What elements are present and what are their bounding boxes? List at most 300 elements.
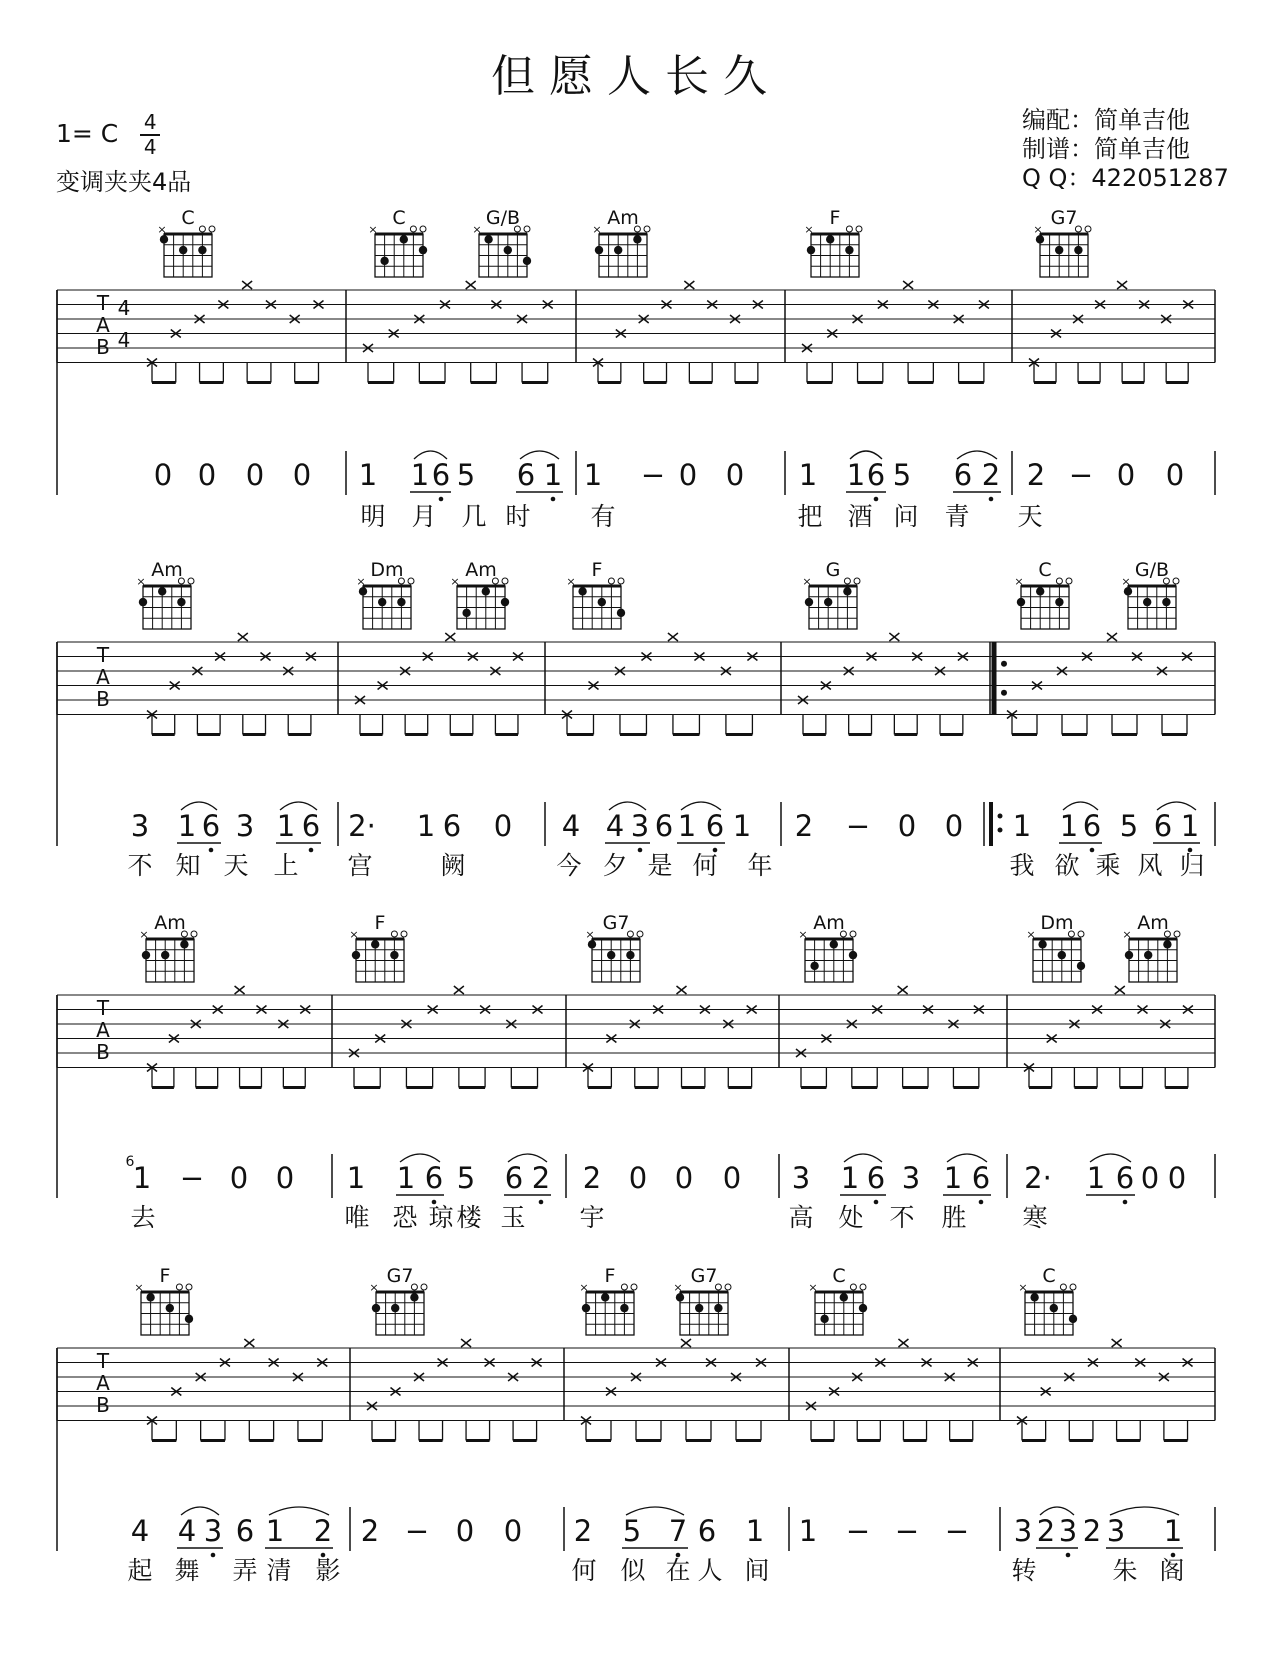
tab-time-top: 4 (117, 296, 131, 320)
muted-string: × (1018, 1281, 1028, 1294)
jianpu-note: 6 (697, 1514, 717, 1548)
open-string (618, 578, 624, 584)
jianpu-note: − (1068, 458, 1094, 492)
lyric-char: 在 (665, 1556, 691, 1585)
jianpu-note: 1 (265, 1514, 285, 1548)
lyric-char: 起 (127, 1556, 153, 1585)
open-string (856, 226, 862, 232)
jianpu-note: − (640, 458, 666, 492)
tab-note (454, 986, 464, 994)
finger-dot (840, 1293, 848, 1301)
jianpu-note: 5 (892, 458, 912, 492)
open-string (1060, 1284, 1066, 1290)
jianpu-note: 2 (531, 1161, 551, 1195)
jianpu-note: 2 (1036, 1514, 1056, 1548)
open-string (608, 578, 614, 584)
open-string (850, 1284, 856, 1290)
finger-dot (1069, 1315, 1077, 1323)
lyric-char: 胜 (941, 1203, 967, 1232)
open-string (421, 1284, 427, 1290)
chord-name: G7 (690, 1265, 718, 1287)
jianpu-note: 1 (1180, 809, 1200, 843)
lyric-char: 寒 (1022, 1203, 1048, 1232)
time-signature-bottom: 4 (143, 135, 157, 159)
jianpu-note: 3 (1058, 1514, 1078, 1548)
finger-dot (391, 1304, 399, 1312)
jianpu-note: 1 (732, 809, 752, 843)
tab-note (235, 986, 245, 994)
chord-diagram (1121, 559, 1179, 629)
open-string (410, 226, 416, 232)
finger-dot (139, 598, 147, 606)
jianpu-note: 6 (516, 458, 536, 492)
tab-clef (96, 1349, 110, 1417)
low-octave-dot (539, 1200, 544, 1205)
tab-letter: A (96, 1018, 110, 1042)
finger-dot (185, 1315, 193, 1323)
jianpu-note: 6 (201, 809, 221, 843)
tab-note (466, 281, 476, 289)
jianpu-note: − (845, 1514, 871, 1548)
chord-name: F (374, 912, 386, 934)
tab-note (903, 281, 913, 289)
tab-letter: A (96, 665, 110, 689)
finger-dot (578, 587, 586, 595)
open-string (176, 1284, 182, 1290)
finger-dot (161, 951, 169, 959)
finger-dot (1074, 246, 1082, 254)
tab-note (668, 633, 678, 641)
chord-name: C (832, 1265, 846, 1287)
grace-note: 6 (125, 1154, 135, 1170)
finger-dot (158, 587, 166, 595)
lyric-char: 唯 (344, 1203, 370, 1232)
tab-note (238, 633, 248, 641)
jianpu-note: 1 (396, 1161, 416, 1195)
lyric-char: 间 (744, 1556, 770, 1585)
chord-name: Dm (1040, 912, 1074, 934)
finger-dot (1124, 587, 1132, 595)
tab-note (684, 281, 694, 289)
jianpu-note: 0 (455, 1514, 475, 1548)
tab-note (889, 633, 899, 641)
chord-name: F (829, 207, 841, 229)
lyric-char: 弄 (232, 1556, 258, 1585)
chord-name: F (159, 1265, 171, 1287)
lyric-char: 归 (1179, 851, 1205, 880)
lyric-char: 把 (797, 502, 823, 531)
finger-dot (523, 257, 531, 265)
jianpu-note: − (845, 809, 871, 843)
lyric-char: 月 (411, 502, 437, 531)
jianpu-note: 1 (543, 458, 563, 492)
finger-dot (462, 609, 470, 617)
jianpu-note: 0 (944, 809, 964, 843)
jianpu-note: 0 (725, 458, 745, 492)
muted-string: × (566, 575, 576, 588)
jianpu-note: 0 (722, 1161, 742, 1195)
jianpu-note: 6 (654, 809, 674, 843)
lyric-char: 何 (571, 1556, 597, 1585)
tab-letter: T (96, 643, 110, 667)
chord-diagram (1014, 559, 1072, 629)
finger-dot (484, 235, 492, 243)
tab-letter: T (96, 1349, 110, 1373)
lyric-char: 清 (266, 1556, 292, 1585)
chord-diagram (356, 559, 414, 629)
jianpu-note: 1 (583, 458, 603, 492)
chord-diagram (804, 207, 862, 277)
tab-time-bottom: 4 (117, 328, 131, 352)
open-string (715, 1284, 721, 1290)
finger-dot (676, 1293, 684, 1301)
jianpu-note: 6 (953, 458, 973, 492)
open-string (391, 931, 397, 937)
finger-dot (1058, 951, 1066, 959)
chord-diagram (1122, 912, 1180, 982)
open-string (1066, 578, 1072, 584)
capo-note: 变调夹夹4品 (56, 168, 192, 196)
muted-string: × (1033, 223, 1043, 236)
open-string (860, 1284, 866, 1290)
jianpu-note: 1 (846, 458, 866, 492)
open-string (502, 578, 508, 584)
jianpu-note: 4 (605, 809, 625, 843)
jianpu-note: 1 (798, 1514, 818, 1548)
finger-dot (372, 1304, 380, 1312)
open-string (627, 931, 633, 937)
tab-letter: T (96, 996, 110, 1020)
lyric-char: 年 (747, 851, 773, 880)
finger-dot (588, 940, 596, 948)
finger-dot (843, 587, 851, 595)
lyric-char: 宫 (347, 851, 373, 880)
jianpu-note: 7 (668, 1514, 688, 1548)
finger-dot (482, 587, 490, 595)
finger-dot (177, 598, 185, 606)
chord-name: C (181, 207, 195, 229)
chord-diagram (157, 207, 215, 277)
lyric-char: 不 (889, 1203, 915, 1232)
chord-name: G/B (1134, 559, 1170, 581)
jianpu-note: 4 (561, 809, 581, 843)
lyric-char: 酒 (847, 502, 873, 531)
finger-dot (714, 1304, 722, 1312)
tab-note (445, 633, 455, 641)
finger-dot (807, 246, 815, 254)
open-string (1070, 1284, 1076, 1290)
finger-dot (849, 951, 857, 959)
chord-name: F (604, 1265, 616, 1287)
tab-note (1112, 1339, 1122, 1347)
open-string (844, 578, 850, 584)
finger-dot (179, 246, 187, 254)
finger-dot (504, 246, 512, 254)
muted-string: × (136, 575, 146, 588)
jianpu-note: 2· (1024, 1161, 1052, 1195)
muted-string: × (369, 1281, 379, 1294)
lyric-char: 似 (620, 1556, 646, 1585)
jianpu-note: 2· (348, 809, 376, 843)
muted-string: × (1014, 575, 1024, 588)
finger-dot (1050, 1304, 1058, 1312)
chord-diagram (1026, 912, 1085, 982)
lyric-char: 知 (175, 851, 201, 880)
jianpu-note: 1 (943, 1161, 963, 1195)
lyric-char: 天 (223, 851, 249, 880)
jianpu-note: 2 (1026, 458, 1046, 492)
jianpu-note: 0 (1140, 1161, 1160, 1195)
tab-note (898, 986, 908, 994)
repeat-dot (998, 828, 1003, 833)
open-string (191, 931, 197, 937)
jianpu-note: 1 (677, 809, 697, 843)
chord-diagram (1033, 207, 1091, 277)
open-string (209, 226, 215, 232)
jianpu-note: 6 (1082, 809, 1102, 843)
lyric-char: 时 (505, 502, 531, 531)
open-string (621, 1284, 627, 1290)
chord-name: Am (607, 207, 639, 229)
jianpu-note: 3 (1106, 1514, 1126, 1548)
jianpu-note: 6 (705, 809, 725, 843)
lyric-char: 朱 (1112, 1556, 1138, 1585)
open-string (188, 578, 194, 584)
finger-dot (582, 1304, 590, 1312)
lyric-char: 恐 (392, 1203, 418, 1232)
tab-letter: A (96, 1371, 110, 1395)
finger-dot (1163, 940, 1171, 948)
finger-dot (695, 1304, 703, 1312)
muted-string: × (157, 223, 167, 236)
lyric-char: 人 (697, 1556, 723, 1585)
chord-diagram (808, 1265, 867, 1335)
chord-name: Am (1137, 912, 1169, 934)
repeat-dot (1001, 690, 1007, 696)
finger-dot (160, 235, 168, 243)
chord-diagram (139, 912, 197, 982)
jianpu-note: 6 (431, 458, 451, 492)
jianpu-note: 1 (346, 1161, 366, 1195)
jianpu-note: 0 (493, 809, 513, 843)
muted-string: × (1121, 575, 1131, 588)
tab-note (461, 1339, 471, 1347)
finger-dot (607, 951, 615, 959)
jianpu-note: 5 (456, 458, 476, 492)
key-label: 1= C (56, 119, 119, 148)
jianpu-note: 2 (313, 1514, 333, 1548)
lyric-char: 阙 (440, 851, 466, 880)
finger-dot (380, 257, 388, 265)
finger-dot (198, 246, 206, 254)
jianpu-note: 2 (1082, 1514, 1102, 1548)
lyric-char: 天 (1017, 502, 1043, 531)
finger-dot (378, 598, 386, 606)
finger-dot (601, 1293, 609, 1301)
jianpu-note: 0 (897, 809, 917, 843)
chord-name: Am (465, 559, 497, 581)
open-string (186, 1284, 192, 1290)
open-string (850, 931, 856, 937)
open-string (1078, 931, 1084, 937)
jianpu-note: 0 (1116, 458, 1136, 492)
finger-dot (595, 246, 603, 254)
tab-note (677, 986, 687, 994)
finger-dot (598, 598, 606, 606)
chord-diagram (673, 1265, 731, 1335)
low-octave-dot (989, 497, 994, 502)
chord-diagram (592, 207, 650, 277)
muted-string: × (134, 1281, 144, 1294)
finger-dot (820, 1315, 828, 1323)
jianpu-note: 0 (1167, 1161, 1187, 1195)
low-octave-dot (1066, 1553, 1071, 1558)
lyric-char: 有 (590, 502, 616, 531)
chord-diagram (136, 559, 194, 629)
chord-diagram (802, 559, 860, 629)
tab-letter: T (96, 291, 110, 315)
chord-diagram (585, 912, 643, 982)
finger-dot (501, 598, 509, 606)
open-string (1085, 226, 1091, 232)
jianpu-note: 1 (745, 1514, 765, 1548)
jianpu-note: 1 (132, 1161, 152, 1195)
jianpu-note: 3 (203, 1514, 223, 1548)
chord-name: C (1038, 559, 1052, 581)
qq-credit: Q Q：422051287 (1022, 164, 1229, 192)
finger-dot (397, 598, 405, 606)
tab-letter: B (96, 335, 110, 359)
muted-string: × (673, 1281, 683, 1294)
chord-diagram (450, 559, 509, 629)
lyric-char: 宇 (579, 1203, 605, 1232)
open-string (846, 226, 852, 232)
open-string (725, 1284, 731, 1290)
open-string (631, 1284, 637, 1290)
tab-letter: B (96, 1040, 110, 1064)
low-octave-dot (979, 1200, 984, 1205)
jianpu-note: 1 (276, 809, 296, 843)
tab-letter: B (96, 687, 110, 711)
chord-name: C (1042, 1265, 1056, 1287)
finger-dot (419, 246, 427, 254)
open-string (401, 931, 407, 937)
jianpu-note: 6 (235, 1514, 255, 1548)
muted-string: × (1026, 928, 1036, 941)
jianpu-note: 2 (573, 1514, 593, 1548)
finger-dot (1030, 1293, 1038, 1301)
muted-string: × (798, 928, 808, 941)
jianpu-note: 0 (229, 1161, 249, 1195)
jianpu-note: 2 (360, 1514, 380, 1548)
finger-dot (1143, 598, 1151, 606)
lyric-char: 欲 (1054, 851, 1080, 880)
jianpu-note: − (404, 1514, 430, 1548)
chord-name: Am (154, 912, 186, 934)
finger-dot (1055, 598, 1063, 606)
arranger-credit: 编配：简单吉他 (1022, 106, 1190, 134)
muted-string: × (579, 1281, 589, 1294)
jianpu-note: 1 (416, 809, 436, 843)
jianpu-note: 0 (678, 458, 698, 492)
chord-diagram (134, 1265, 193, 1335)
open-string (644, 226, 650, 232)
finger-dot (390, 951, 398, 959)
finger-dot (1162, 598, 1170, 606)
finger-dot (1077, 962, 1085, 970)
time-signature-top: 4 (143, 110, 157, 134)
jianpu-note: 5 (1119, 809, 1139, 843)
finger-dot (626, 951, 634, 959)
tab-clef (96, 996, 110, 1064)
chord-diagram (368, 207, 427, 277)
jianpu-note: 1 (410, 458, 430, 492)
low-octave-dot (1090, 848, 1095, 853)
jianpu-note: 3 (235, 809, 255, 843)
chord-name: Dm (370, 559, 404, 581)
muted-string: × (1122, 928, 1132, 941)
finger-dot (371, 940, 379, 948)
repeat-dot (998, 814, 1003, 819)
chord-name: G7 (602, 912, 630, 934)
finger-dot (633, 235, 641, 243)
jianpu-note: 6 (442, 809, 462, 843)
finger-dot (359, 587, 367, 595)
finger-dot (1055, 246, 1063, 254)
lyric-char: 夕 (602, 851, 628, 880)
finger-dot (1125, 951, 1133, 959)
lyric-char: 我 (1009, 851, 1035, 880)
tab-note (1107, 633, 1117, 641)
muted-string: × (450, 575, 460, 588)
finger-dot (1017, 598, 1025, 606)
tab-letter: A (96, 313, 110, 337)
chord-diagram (566, 559, 625, 629)
jianpu-note: 6 (1115, 1161, 1135, 1195)
finger-dot (1144, 951, 1152, 959)
finger-dot (805, 598, 813, 606)
tab-note (244, 1339, 254, 1347)
lyric-char: 青 (944, 502, 970, 531)
open-string (1056, 578, 1062, 584)
jianpu-note: 5 (456, 1161, 476, 1195)
lyric-char: 风 (1137, 851, 1163, 880)
jianpu-note: 1 (1163, 1514, 1183, 1548)
open-string (420, 226, 426, 232)
muted-string: × (802, 575, 812, 588)
muted-string: × (356, 575, 366, 588)
jianpu-note: 3 (791, 1161, 811, 1195)
transcriber-credit: 制谱：简单吉他 (1022, 135, 1190, 163)
jianpu-note: 0 (197, 458, 217, 492)
open-string (637, 931, 643, 937)
finger-dot (166, 1304, 174, 1312)
jianpu-note: 0 (628, 1161, 648, 1195)
open-string (408, 578, 414, 584)
jianpu-note: 0 (292, 458, 312, 492)
chord-name: F (591, 559, 603, 581)
open-string (854, 578, 860, 584)
muted-string: × (368, 223, 378, 236)
jianpu-note: − (894, 1514, 920, 1548)
muted-string: × (808, 1281, 818, 1294)
finger-dot (826, 235, 834, 243)
finger-dot (1036, 235, 1044, 243)
finger-dot (1038, 940, 1046, 948)
jianpu-note: 3 (1013, 1514, 1033, 1548)
jianpu-note: − (944, 1514, 970, 1548)
jianpu-note: 1 (1012, 809, 1032, 843)
